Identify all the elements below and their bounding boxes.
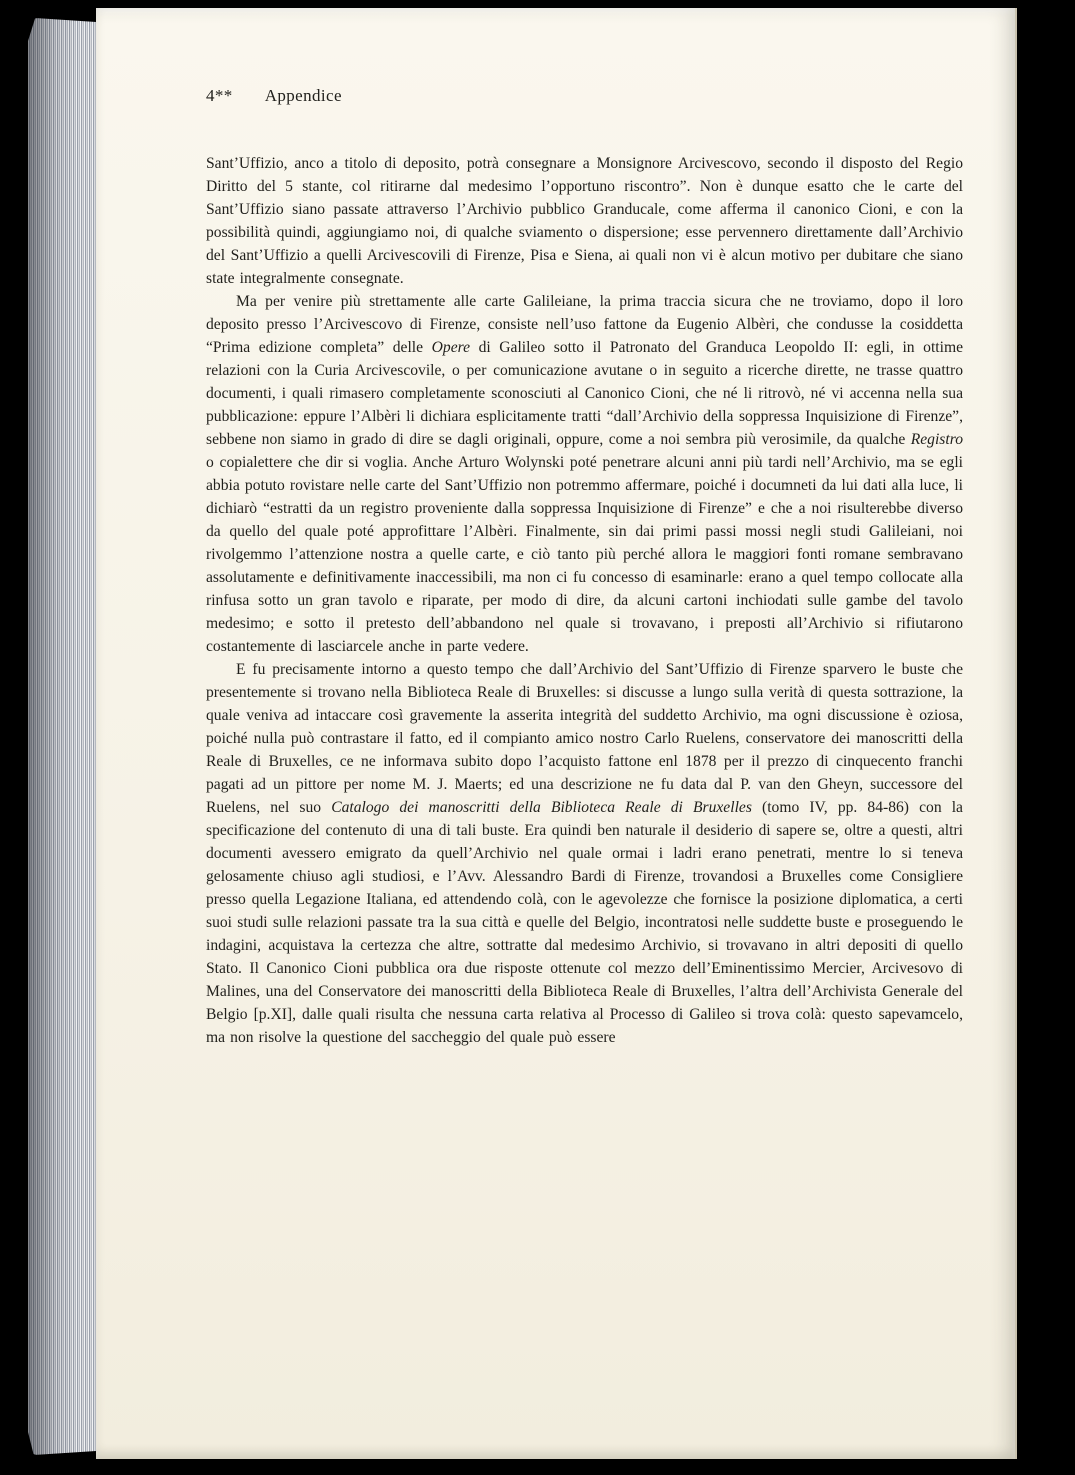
book-page [96,8,1017,1459]
page-header [206,86,963,106]
italic-text-run: Registro [910,431,963,448]
book-page-edges [28,18,100,1455]
italic-text-run: Catalogo dei manoscritti della Biblioteca Reale di Bruxelles [331,799,752,816]
body-text [206,152,963,1049]
page-content [206,86,963,1419]
text-run: (tomo IV, pp. 84-86) con la specificazione del contenuto di una di tali buste. Era quindi ben naturale il desiderio di sapere se, oltre a questi, altri documenti avessero emigrato da quell’Archivio nel quale ormai i ladri erano penetrati, mentre lo si teneva gelosamente chiuso agli studiosi, e l’Avv. Alessandro Bardi di Firenze, trovandosi a Bruxelles come Consigliere presso quella Legazione Italiana, ed attendendo colà, con le agevolezze che fornisce la posizione diplomatica, a certi suoi studi sulle relazioni passate tra la sua città e quelle del Belgio, incontratosi nelle suddette buste e proseguendo le indagini, acquistava la certezza che altre, sottratte dal medesimo Archivio, si trovavano in altri depositi di quello Stato. Il Canonico Cioni pubblica ora due risposte ottenute col mezzo dell’Eminentissimo Mercier, Arcivesovo di Malines, una del Conservatore dei manoscritti della Biblioteca Reale di Bruxelles, l’altra dell’Archivista Generale del Belgio [p.XI], dalle quali risulta che nessuna carta relativa al Processo di Galileo si trova colà: questo sapevamcelo, ma non risolve la questione del saccheggio del quale può essere [206,799,963,1046]
text-run: Sant’Uffizio, anco a titolo di deposito, potrà consegnare a Monsignore Arcivescovo, secondo il disposto del Regio Diritto del 5 stante, col ritirarne dal medesimo l’opportuno riscontro”. Non è dunque esatto che le carte del Sant’Uffizio siano passate attraverso l’Archivio pubblico Granducale, come afferma il canonico Cioni, e con la possibilità quindi, aggiungiamo noi, di qualche sviamento o dispersione; esse pervennero direttamente dall’Archivio del Sant’Uffizio a quelli Arcivescovili di Firenze, Pisa e Siena, ai quali non vi è alcun motivo per dubitare che siano state integralmente consegnate. [206,155,963,287]
paragraph [206,152,963,290]
text-run: di Galileo sotto il Patronato del Granduca Leopoldo II: egli, in ottime relazioni con la Curia Arcivescovile, o per comunicazione avutane o in seguito a ricerche dirette, ne trasse quattro documenti, i quali rimasero completamente sconosciuti al Canonico Cioni, che né li ritrovò, né vi accenna nella sua pubblicazione: eppure l’Albèri li dichiara esplicitamente tratti “dall’Archivio della soppressa Inquisizione di Firenze”, sebbene non siamo in grado di dire se dagli originali, oppure, come a noi sembra più verosimile, da qualche [206,339,963,448]
paragraph [206,658,963,1049]
text-run: E fu precisamente intorno a questo tempo che dall’Archivio del Sant’Uffizio di Firenze sparvero le buste che presentemente si trovano nella Biblioteca Reale di Bruxelles: si discusse a lungo sulla verità di questa sottrazione, la quale veniva ad intaccare così gravemente la asserita integrità del suddetto Archivio, ma ogni discussione è oziosa, poiché nulla può contrastare il fatto, ed il compianto amico nostro Carlo Ruelens, conservatore dei manoscritti della Reale di Bruxelles, ce ne informava subito dopo l’acquisto fattone enl 1878 per il prezzo di cinquecento franchi pagati ad un pittore per nome M. J. Maerts; ed una descrizione ne fu data dal P. van den Gheyn, successore del Ruelens, nel suo [206,661,963,816]
paragraph [206,290,963,658]
page-number: 4** [206,86,233,105]
text-run: Ma per venire più strettamente alle carte Galileiane, la prima traccia sicura che ne troviamo, dopo il loro deposito presso l’Arcivescovo di Firenze, consiste nell’uso fattone da Eugenio Albèri, che condusse la cosiddetta “Prima edizione completa” delle [206,293,963,356]
text-run: o copialettere che dir si voglia. Anche Arturo Wolynski poté penetrare alcuni anni più tardi nell’Archivio, ma se egli abbia potuto rovistare nelle carte del Sant’Uffizio non potremmo affermare, poiché i documneti da lui dati alla luce, li dichiarò “estratti da un registro proveniente dalla soppressa Inquisizione di Firenze” e che a noi risulterebbe diverso da quello del quale poté approfittare l’Albèri. Finalmente, sin dai primi passi mossi negli studi Galileiani, noi rivolgemmo l’attenzione nostra a quelle carte, e ciò tanto più perché allora le maggiori fonti romane sembravano assolutamente e definitivamente inaccessibili, ma non ci fu concesso di esaminarle: erano a quel tempo collocate alla rinfusa sotto un gran tavolo e riparate, per modo di dire, da alcuni cartoni inchiodati sulle gambe del tavolo medesimo; e sotto il pretesto dell’abbandono nel quale si trovavano, i preposti all’Archivio si rifiutarono costantemente di lasciarcele anche in parte vedere. [206,454,963,655]
section-title: Appendice [264,86,342,105]
italic-text-run: Opere [431,339,471,356]
